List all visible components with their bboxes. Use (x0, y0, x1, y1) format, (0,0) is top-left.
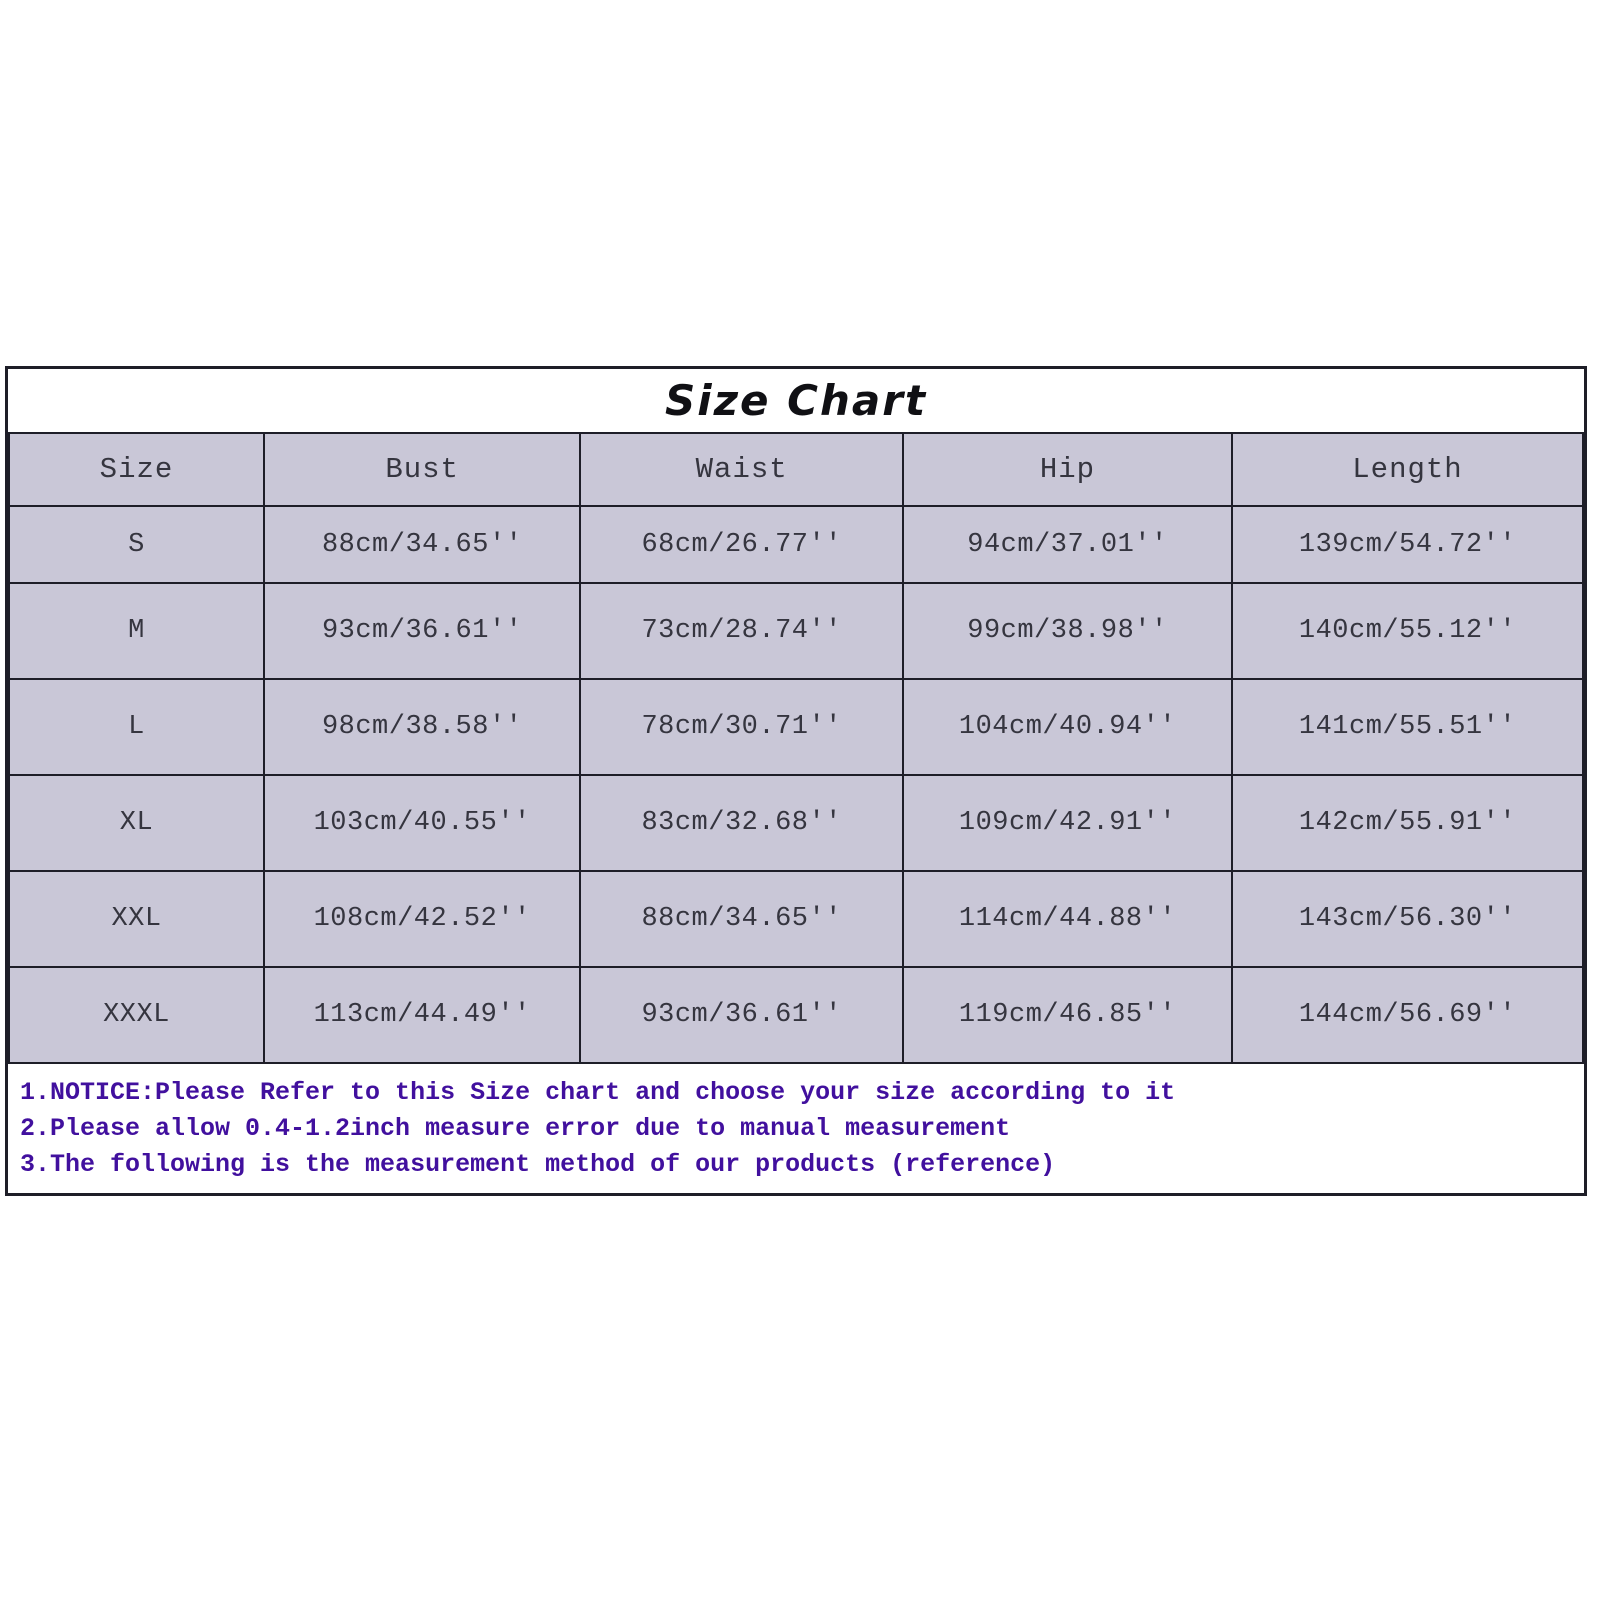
measurement-cell: 88cm/34.65'' (264, 506, 580, 583)
size-chart-title: Size Chart (8, 369, 1584, 432)
measurement-cell: 104cm/40.94'' (903, 679, 1232, 775)
size-cell: XXXL (9, 967, 264, 1063)
measurement-cell: 94cm/37.01'' (903, 506, 1232, 583)
notice-list (8, 1064, 1584, 1193)
table-row (9, 506, 1583, 583)
size-table (8, 432, 1584, 1064)
measurement-cell: 119cm/46.85'' (903, 967, 1232, 1063)
measurement-cell: 83cm/32.68'' (580, 775, 903, 871)
column-header-bust: Bust (264, 433, 580, 506)
table-row (9, 583, 1583, 679)
measurement-cell: 139cm/54.72'' (1232, 506, 1583, 583)
measurement-cell: 73cm/28.74'' (580, 583, 903, 679)
measurement-cell: 93cm/36.61'' (580, 967, 903, 1063)
measurement-cell: 114cm/44.88'' (903, 871, 1232, 967)
measurement-cell: 98cm/38.58'' (264, 679, 580, 775)
table-header-row (9, 433, 1583, 506)
measurement-cell: 142cm/55.91'' (1232, 775, 1583, 871)
measurement-cell: 140cm/55.12'' (1232, 583, 1583, 679)
column-header-hip: Hip (903, 433, 1232, 506)
size-cell: XL (9, 775, 264, 871)
notice-line: 1.NOTICE:Please Refer to this Size chart and choose your size according to it (20, 1078, 1176, 1107)
measurement-cell: 68cm/26.77'' (580, 506, 903, 583)
size-chart-panel (5, 366, 1587, 1196)
measurement-cell: 88cm/34.65'' (580, 871, 903, 967)
table-body (9, 506, 1583, 1063)
measurement-cell: 109cm/42.91'' (903, 775, 1232, 871)
measurement-cell: 108cm/42.52'' (264, 871, 580, 967)
table-row (9, 679, 1583, 775)
measurement-cell: 93cm/36.61'' (264, 583, 580, 679)
table-row (9, 775, 1583, 871)
column-header-size: Size (9, 433, 264, 506)
table-row (9, 967, 1583, 1063)
measurement-cell: 103cm/40.55'' (264, 775, 580, 871)
table-row (9, 871, 1583, 967)
notice-line: 3.The following is the measurement method of our products (reference) (20, 1150, 1056, 1179)
column-header-waist: Waist (580, 433, 903, 506)
measurement-cell: 144cm/56.69'' (1232, 967, 1583, 1063)
size-cell: XXL (9, 871, 264, 967)
measurement-cell: 113cm/44.49'' (264, 967, 580, 1063)
measurement-cell: 143cm/56.30'' (1232, 871, 1583, 967)
notice-line: 2.Please allow 0.4-1.2inch measure error due to manual measurement (20, 1114, 1011, 1143)
measurement-cell: 78cm/30.71'' (580, 679, 903, 775)
measurement-cell: 141cm/55.51'' (1232, 679, 1583, 775)
measurement-cell: 99cm/38.98'' (903, 583, 1232, 679)
size-cell: M (9, 583, 264, 679)
size-cell: L (9, 679, 264, 775)
size-cell: S (9, 506, 264, 583)
column-header-length: Length (1232, 433, 1583, 506)
